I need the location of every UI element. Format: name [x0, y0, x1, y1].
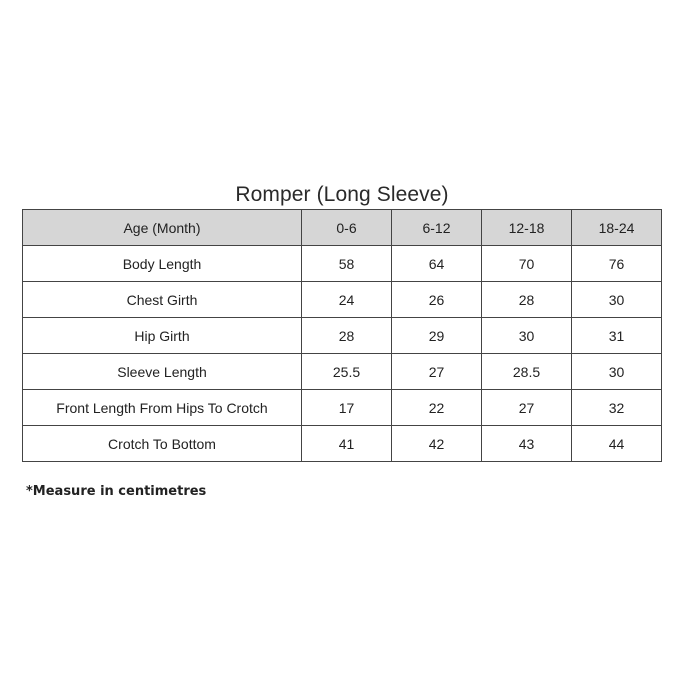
- measurement-note: *Measure in centimetres: [26, 484, 207, 499]
- table-cell: 58: [302, 246, 392, 282]
- header-age: Age (Month): [23, 210, 302, 246]
- table-cell: 30: [482, 318, 572, 354]
- table-cell: 28: [302, 318, 392, 354]
- table-cell: 41: [302, 426, 392, 462]
- table-row: [23, 354, 662, 390]
- table-cell: 30: [572, 354, 662, 390]
- table-row: [23, 390, 662, 426]
- table-cell: 76: [572, 246, 662, 282]
- row-label: Sleeve Length: [23, 354, 302, 390]
- row-label: Hip Girth: [23, 318, 302, 354]
- table-cell: 17: [302, 390, 392, 426]
- table-cell: 43: [482, 426, 572, 462]
- table-cell: 44: [572, 426, 662, 462]
- table-cell: 27: [392, 354, 482, 390]
- table-cell: 27: [482, 390, 572, 426]
- table-cell: 24: [302, 282, 392, 318]
- table-cell: 30: [572, 282, 662, 318]
- table-cell: 28.5: [482, 354, 572, 390]
- table-cell: 42: [392, 426, 482, 462]
- header-size-0-6: 0-6: [302, 210, 392, 246]
- header-size-18-24: 18-24: [572, 210, 662, 246]
- table-header-row: [23, 210, 662, 246]
- table-cell: 26: [392, 282, 482, 318]
- row-label: Body Length: [23, 246, 302, 282]
- table-row: [23, 318, 662, 354]
- table-row: [23, 246, 662, 282]
- table-cell: 31: [572, 318, 662, 354]
- table-row: [23, 282, 662, 318]
- table-cell: 64: [392, 246, 482, 282]
- table-cell: 25.5: [302, 354, 392, 390]
- row-label: Front Length From Hips To Crotch: [23, 390, 302, 426]
- size-chart-table: [22, 209, 662, 462]
- table-row: [23, 426, 662, 462]
- page-title: Romper (Long Sleeve): [235, 183, 449, 206]
- table-cell: 28: [482, 282, 572, 318]
- row-label: Chest Girth: [23, 282, 302, 318]
- table-cell: 70: [482, 246, 572, 282]
- header-size-6-12: 6-12: [392, 210, 482, 246]
- header-size-12-18: 12-18: [482, 210, 572, 246]
- table-cell: 29: [392, 318, 482, 354]
- row-label: Crotch To Bottom: [23, 426, 302, 462]
- table-cell: 22: [392, 390, 482, 426]
- table-cell: 32: [572, 390, 662, 426]
